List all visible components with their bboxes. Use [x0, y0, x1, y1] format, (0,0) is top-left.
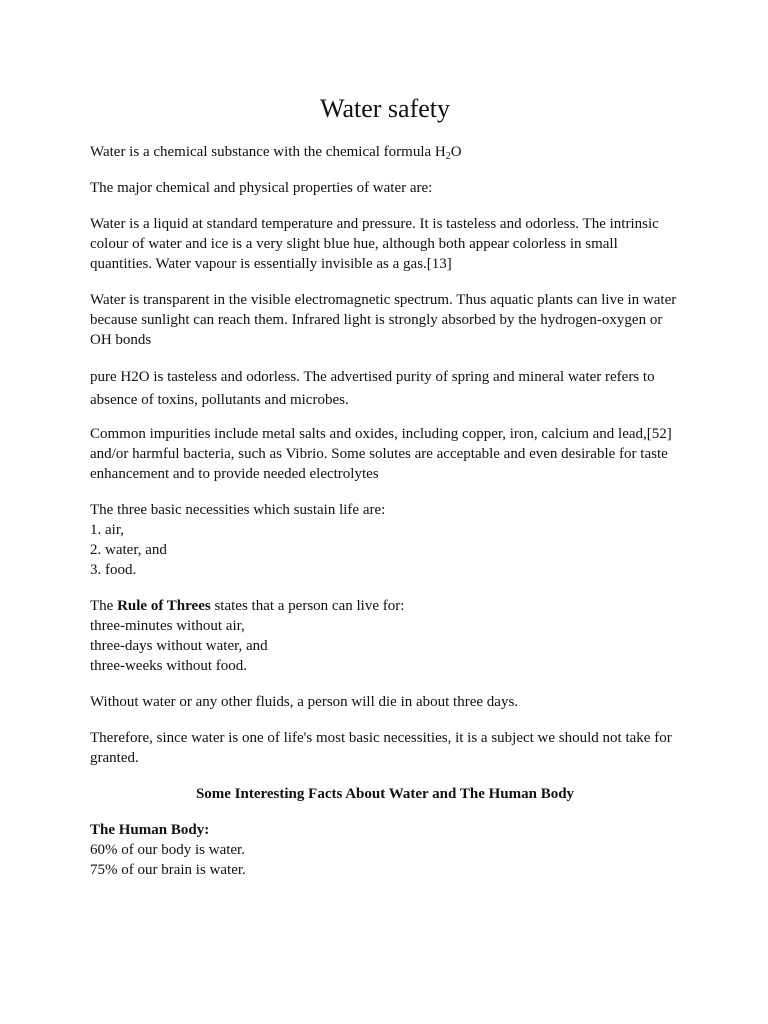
rule-name: Rule of Threes	[117, 598, 211, 614]
paragraph-without: Without water or any other fluids, a person will die in about three days.	[90, 694, 519, 710]
rule-prefix: The	[90, 598, 118, 614]
list-item: 2. water, and	[90, 542, 167, 558]
rule-block	[90, 596, 680, 676]
paragraph-impurities: Common impurities include metal salts and oxides, including copper, iron, calcium and lead,[52] and/or harmful bacteria, such as Vibrio. Some solutes are acceptable and even desirable for taste enhancement and to provide needed electrolytes	[90, 426, 672, 482]
facts-heading: Some Interesting Facts About Water and The Human Body	[195, 786, 575, 802]
paragraph-transparent: Water is transparent in the visible electromagnetic spectrum. Thus aquatic plants can live in water because sunlight can reach them. Infrared light is strongly absorbed by the hydrogen-oxygen or OH bonds	[90, 292, 677, 348]
rule-suffix: states that a person can live for:	[210, 598, 405, 614]
properties-lead: The major chemical and physical properties of water are:	[90, 180, 433, 196]
list-item: 60% of our body is water.	[90, 842, 245, 858]
human-body-block	[90, 820, 680, 880]
document-page	[90, 92, 680, 896]
formula-subscript: 2	[445, 151, 451, 162]
human-body-heading: The Human Body:	[90, 822, 210, 838]
list-item: three-weeks without food.	[90, 658, 248, 674]
paragraph-pure: pure H2O is tasteless and odorless. The advertised purity of spring and mineral water refers to absence of toxins, pollutants and microbes.	[90, 369, 655, 408]
paragraph-therefore: Therefore, since water is one of life's most basic necessities, it is a subject we should not take for granted.	[90, 730, 672, 766]
list-item: 3. food.	[90, 562, 137, 578]
intro-tail: O	[450, 144, 462, 160]
list-item: three-days without water, and	[90, 638, 268, 654]
intro-paragraph	[90, 142, 680, 162]
necessities-lead: The three basic necessities which sustain life are:	[90, 502, 386, 518]
page-title: Water safety	[320, 94, 450, 123]
list-item: three-minutes without air,	[90, 618, 245, 634]
list-item: 1. air,	[90, 522, 124, 538]
list-item: 75% of our brain is water.	[90, 862, 246, 878]
rule-lead	[90, 596, 680, 616]
paragraph-liquid: Water is a liquid at standard temperature and pressure. It is tasteless and odorless. The intrinsic colour of water and ice is a very slight blue hue, although both appear colorless in small quantities. Water vapour is essentially invisible as a gas.[13]	[90, 216, 659, 272]
intro-text: Water is a chemical substance with the chemical formula H	[90, 144, 446, 160]
necessities-block	[90, 500, 680, 580]
